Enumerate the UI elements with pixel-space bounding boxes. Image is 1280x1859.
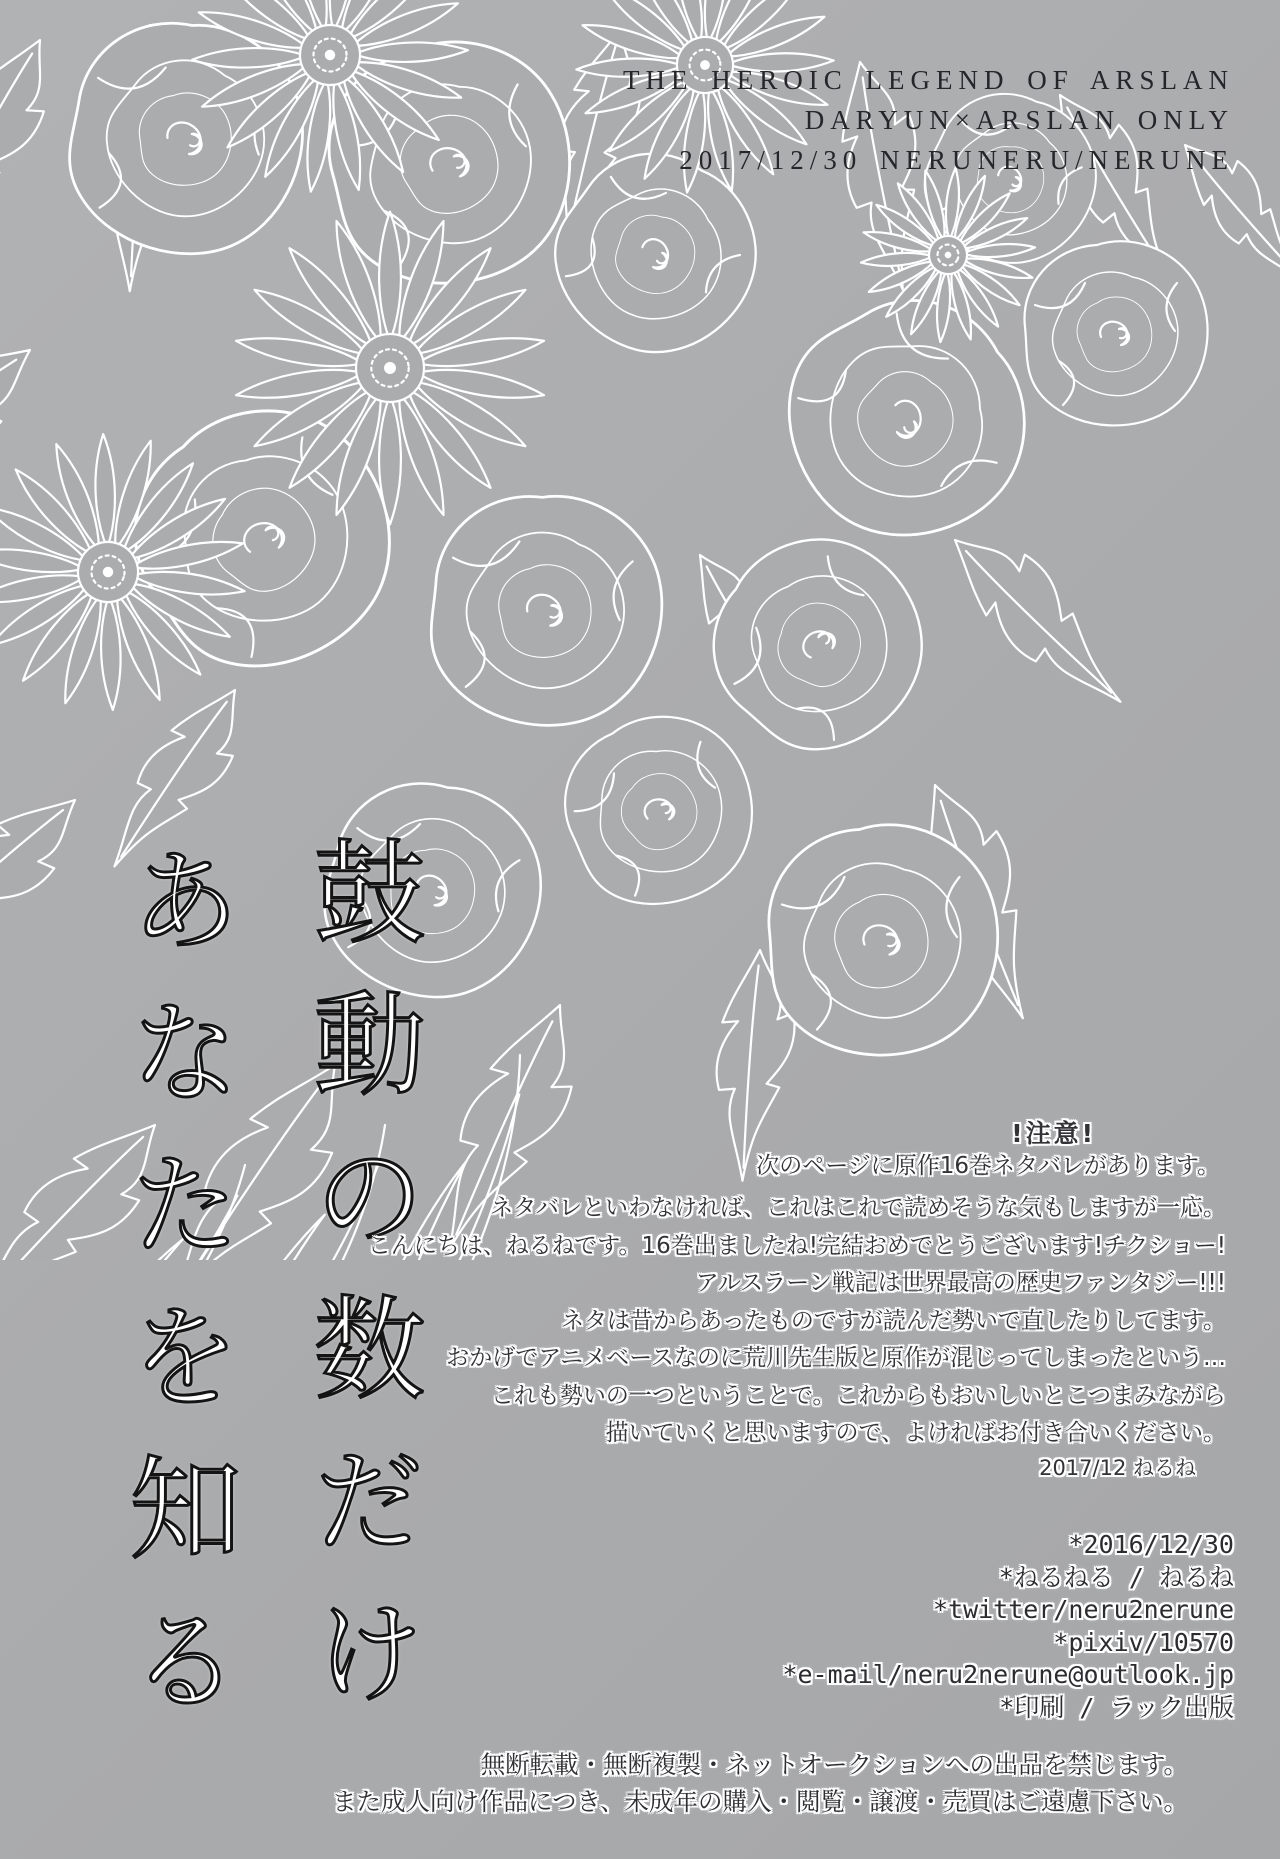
credits-line: *twitter/neru2nerune: [932, 1595, 1234, 1625]
credits-line: *印刷 / ラック出版: [999, 1692, 1234, 1722]
header-block: [623, 60, 1234, 180]
credits-line: *2016/12/30: [1068, 1530, 1234, 1559]
disclaimer-line: 無断転載・無断複製・ネットオークションへの出品を禁じます。: [480, 1750, 1188, 1779]
spoiler-notice-body: 次のページに原作16巻ネタバレがあります。: [756, 1153, 1220, 1179]
book-title-column-1: 鼓動の数だけ: [295, 834, 425, 1746]
afterword-line: ネタバレといわなければ、これはこれで読めそうな気もしますが一応。: [490, 1195, 1226, 1221]
spoiler-notice: [756, 1118, 1220, 1182]
book-title-column-2: あなたを知る: [111, 842, 241, 1754]
disclaimer-line: また成人向け作品につき、未成年の購入・閲覧・譲渡・売買はご遠慮下さい。: [331, 1786, 1188, 1816]
afterword-signature: 2017/12 ねるね: [1039, 1456, 1196, 1480]
afterword-line: こんにちは、ねるねです。16巻出ましたね!完結おめでとうございます!チクショー!: [367, 1232, 1226, 1259]
credits-line: *e-mail/neru2nerune@outlook.jp: [782, 1660, 1234, 1690]
header-pairing: DARYUN×ARSLAN ONLY: [804, 105, 1234, 135]
afterword-text: [368, 1190, 1226, 1453]
afterword-line: これも勢いの一つということで。これからもおいしいとこつまみながら: [490, 1382, 1226, 1409]
afterword-line: ネタは昔からあったものですが読んだ勢いで直したりしてます。: [561, 1307, 1226, 1334]
afterword-line: 描いていくと思いますので、よければお付き合いください。: [605, 1420, 1226, 1446]
header-date-circle: 2017/12/30 NERUNERU/NERUNE: [679, 145, 1234, 175]
credits-line: *pixiv/10570: [1053, 1627, 1234, 1657]
spoiler-notice-heading: !注意!: [1011, 1119, 1096, 1148]
disclaimer-block: [332, 1747, 1188, 1820]
credits-line: *ねるねる / ねるね: [998, 1562, 1234, 1592]
credits-block: [782, 1529, 1234, 1725]
afterword-line: おかげでアニメベースなのに荒川先生版と原作が混じってしまったという…: [446, 1345, 1226, 1371]
afterword-line: アルスラーン戦記は世界最高の歴史ファンタジー!!!: [695, 1270, 1226, 1296]
header-series-title: THE HEROIC LEGEND OF ARSLAN: [623, 65, 1234, 95]
